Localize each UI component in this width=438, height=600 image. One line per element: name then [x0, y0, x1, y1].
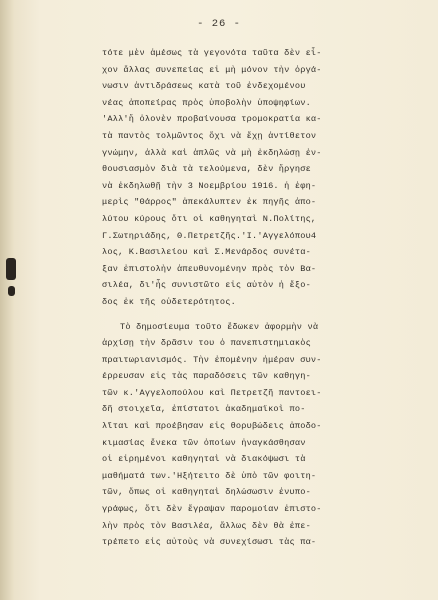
body-text	[102, 45, 414, 551]
text-line: θουσιασμὸν διὰ τὰ τελούμενα, δὲν ἤργησε	[102, 164, 311, 175]
text-line: τρέπετο εἰς αὐτοὺς νὰ συνεχίσωσι τὰς πα-	[102, 537, 317, 548]
text-line: 'Αλλ'ἤ ὁλονὲν προβαίνουσα τρομοκρατία κα-	[102, 114, 322, 125]
text-line: τότε μὲν ἀμέσως τὰ γεγονότα ταῦτα δὲν εἶ-	[102, 48, 322, 58]
text-line: κιμασίας ἕνεκα τῶν ὁποίων ἠναγκάσθησαν	[102, 437, 306, 448]
text-line: οἱ εἰρημένοι καθηγηταὶ νὰ διακόψωσι τὰ	[102, 454, 306, 465]
text-line: δῆ στοιχεῖα, ἐπίστατοι ἀκαδημαϊκοὶ πο-	[102, 404, 306, 415]
punch-hole	[8, 286, 15, 296]
text-line: έρρευσαν εἰς τὰς παραδόσεις τῶν καθηγη-	[102, 371, 311, 382]
text-line: γράφως, ὅτι δὲν ἔγραψαν παρομοίαν ἐπιστο-	[102, 504, 322, 515]
text-line: λύτου κύρους ὅτι οἱ καθηγηταὶ Ν.Πολίτης,	[102, 213, 317, 224]
text-line: σιλέα, δι'ἧς συνιστῶτο εἰς αὐτὸν ἡ ἔξο-	[102, 280, 311, 291]
text-line: μερὶς "Θάρρος" ἀπεκάλυπτεν ἐκ πηγῆς ἀπο-	[102, 197, 317, 208]
text-line: ἀρχίσῃ τὴν δρᾶσιν του ὁ πανεπιστημιακὸς	[102, 338, 311, 349]
text-line: νέας ἀποπείρας πρὸς ὑποβολὴν ὑποψηφίων.	[102, 97, 311, 108]
text-line: λος, Κ.Βασιλείου καὶ Σ.Μενάρδος συνέτα-	[102, 247, 311, 258]
text-line: χον ἄλλας συνεπείας εἰ μὴ μόνον τὴν ὀργά-	[102, 64, 322, 75]
text-line: τῶν κ.'Αγγελοπούλου καὶ Πετρετζῆ παντοει-	[102, 387, 322, 398]
text-line: Γ.Σωτηριάδης, Θ.Πετρετζῆς.'Ι.'Αγγελόπου4	[102, 230, 317, 241]
text-line: ξαν ἐπιστολὴν ἀπευθυνομένην πρὸς τὸν Βα-	[102, 263, 317, 274]
punch-hole	[6, 258, 16, 280]
page-number: - 26 -	[197, 18, 241, 30]
text-line: τὰ παντὸς τολμῶντος ὅχι νὰ ἔχῃ ἀντίθετον	[102, 130, 317, 141]
text-line: λῖται καὶ προέβησαν εἰς θορυβώδεις ἀποδο-	[102, 421, 322, 432]
text-line: γνώμην, ἀλλὰ καὶ ἁπλῶς νὰ μὴ ἐκδηλώσῃ ἐν-	[102, 147, 322, 158]
text-line: νωσιν ἀντιδράσεως κατὰ τοῦ ἐνδεχομένου	[102, 81, 306, 92]
text-line: τῶν, ὅπως οἱ καθηγηταὶ δηλώσωσιν ἐνυπο-	[102, 487, 311, 498]
text-line: νὰ ἐκδηλωθῇ τὴν 3 Νοεμβρίου 1916. ἡ ἐφη-	[102, 180, 317, 191]
text-line: δος ἐκ τῆς οὐδετερότητος.	[102, 296, 236, 307]
text-line: Τὸ δημοσίευμα τοῦτο ἔδωκεν ἀφορμὴν νὰ	[120, 321, 319, 332]
text-line: πραιτωριανισμός. Τὴν ἐπομένην ἡμέραν συν-	[102, 354, 322, 365]
text-line: μαθήματά των.'Ηξήτειτο δὲ ὑπὸ τῶν φοιτη-	[102, 470, 317, 481]
binding-fold	[0, 0, 14, 600]
text-line: λὴν πρὸς τὸν Βασιλέα, ἄλλως δὲν θὰ ἐπε-	[102, 520, 311, 531]
